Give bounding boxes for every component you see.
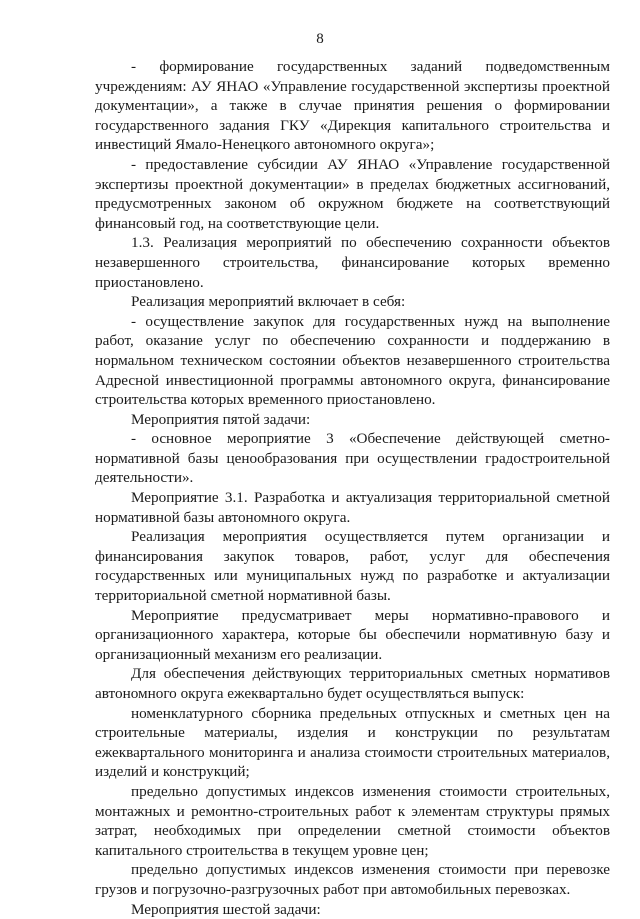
document-body	[95, 57, 610, 919]
paragraph-3: 1.3. Реализация мероприятий по обеспечению сохранности объектов незавершенного строительства, финансирование которых временно приостановлено.	[95, 234, 610, 291]
paragraph-13: предельно допустимых индексов изменения стоимости строительных, монтажных и ремонтно-строительных работ к элементам структуры прямых затрат, необходимых при определении сметной стоимости объектов капитального строительства в текущем уровне цен;	[95, 782, 610, 859]
paragraph-1: - формирование государственных заданий подведомственным учреждениям: АУ ЯНАО «Управление государственной экспертизы проектной документации», а также в случае принятия решения о формировании государственного задания ГКУ «Дирекция капитального строительства и инвестиций Ямало-Ненецкого автономного округа»;	[95, 58, 610, 154]
paragraph-4: Реализация мероприятий включает в себя:	[131, 293, 406, 311]
paragraph-14: предельно допустимых индексов изменения стоимости при перевозке грузов и погрузочно-разгрузочных работ при автомобильных перевозках.	[95, 861, 610, 898]
page-number: 8	[316, 31, 324, 47]
paragraph-5: - осуществление закупок для государственных нужд на выполнение работ, оказание услуг по обеспечению сохранности и поддержанию в нормальном техническом состоянии объектов незавершенного строительства Адресной инвестиционной программы автономного округа, финансирование строительства которых временного приостановлено.	[95, 312, 610, 409]
paragraph-12: номенклатурного сборника предельных отпускных и сметных цен на строительные материалы, изделия и конструкции по результатам ежеквартального мониторинга и анализа стоимости строительных материалов, изделий и конструкций;	[95, 704, 610, 781]
paragraph-10: Мероприятие предусматривает меры нормативно-правового и организационного характера, которые бы обеспечили нормативную базу и организационный механизм его реализации.	[95, 606, 610, 663]
paragraph-11: Для обеспечения действующих территориальных сметных нормативов автономного округа ежеквартально будет осуществляться выпуск:	[95, 665, 610, 702]
paragraph-7: - основное мероприятие 3 «Обеспечение действующей сметно-нормативной базы ценообразования при осуществлении градостроительной деятельности».	[95, 430, 610, 487]
paragraph-2: - предоставление субсидии АУ ЯНАО «Управление государственной экспертизы проектной документации» в пределах бюджетных ассигнований, предусмотренных законом об окружном бюджете на соответствующий финансовый год, на соответствующие цели.	[95, 155, 610, 232]
paragraph-8: Мероприятие 3.1. Разработка и актуализация территориальной сметной нормативной базы автономного округа.	[95, 489, 610, 526]
paragraph-6: Мероприятия пятой задачи:	[131, 410, 311, 428]
paragraph-9: Реализация мероприятия осуществляется путем организации и финансирования закупок товаров, работ, услуг для обеспечения государственных или муниципальных нужд по разработке и актуализации территориальной сметной нормативной базы.	[95, 528, 610, 605]
paragraph-15: Мероприятия шестой задачи:	[131, 900, 321, 918]
